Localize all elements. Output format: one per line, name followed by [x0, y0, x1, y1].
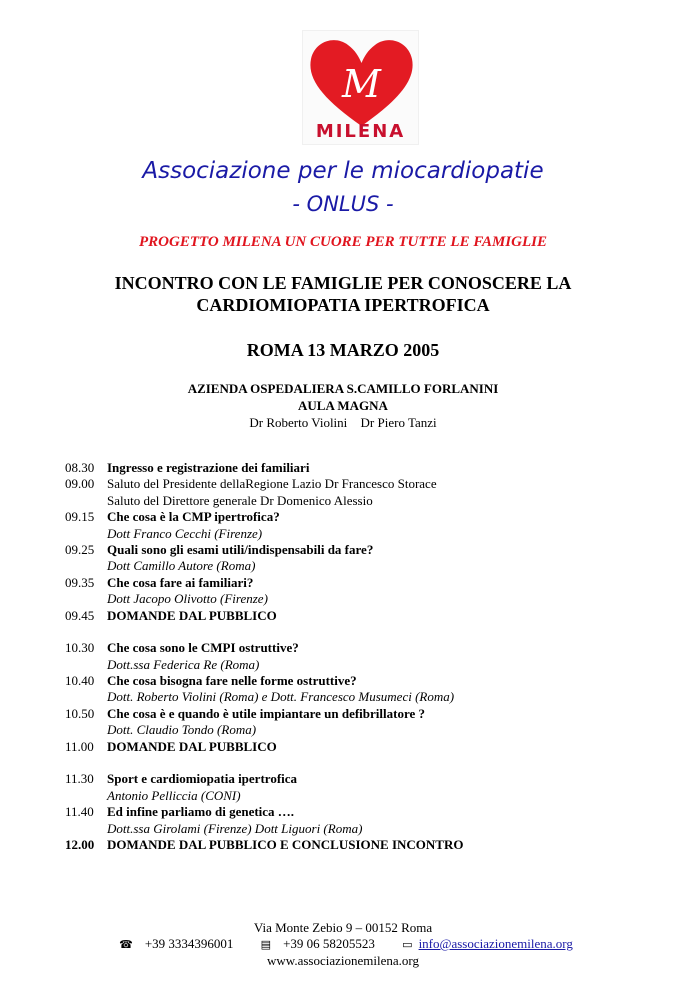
program-item: Che cosa è e quando è utile impiantare un defibrillatore ?: [107, 705, 426, 721]
program-time: 09.35: [65, 574, 95, 590]
program-item: Che cosa bisogna fare nelle forme ostruttive?: [107, 673, 357, 689]
program-speaker: Dott Jacopo Olivotto (Firenze): [107, 591, 268, 607]
program-row: [65, 771, 625, 787]
program-speaker: Dott. Claudio Tondo (Roma): [107, 722, 257, 738]
event-title: [0, 272, 686, 316]
program-item: Che cosa fare ai familiari?: [107, 574, 254, 590]
footer-phone: +39 3334396001: [144, 936, 234, 951]
program-row: [65, 509, 625, 525]
program-row: [65, 608, 625, 624]
footer-email-link[interactable]: info@associazionemilena.org: [418, 936, 573, 951]
program-time: [65, 657, 107, 673]
program-time: 12.00: [65, 836, 95, 852]
program-item: Saluto del Presidente dellaRegione Lazio Dr Francesco Storace: [107, 476, 437, 492]
program-row: [65, 542, 625, 558]
program-speaker: Dott.ssa Girolami (Firenze) Dott Liguori (Roma): [107, 820, 363, 836]
program-time: [65, 558, 107, 574]
program-row: [65, 739, 625, 755]
program-list: [65, 460, 625, 853]
footer-address: Via Monte Zebio 9 – 00152 Roma: [253, 920, 433, 935]
program-time: [65, 788, 107, 804]
program-row: [65, 706, 625, 722]
computer-icon: ▭: [402, 938, 413, 951]
program-speaker: Dott. Roberto Violini (Roma) e Dott. Francesco Musumeci (Roma): [107, 689, 455, 705]
logo-text: MILENA: [315, 121, 406, 142]
milena-logo: [302, 30, 419, 145]
program-item: Ed infine parliamo di genetica ….: [107, 804, 295, 820]
program-item: Che cosa è la CMP ipertrofica?: [107, 509, 280, 525]
program-item: Che cosa sono le CMPI ostruttive?: [107, 640, 299, 656]
program-item: Ingresso e registrazione dei familiari: [107, 460, 310, 475]
venue-block: [0, 380, 686, 431]
program-item: DOMANDE DAL PUBBLICO: [107, 607, 277, 623]
program-row: [65, 673, 625, 689]
program-time: [65, 591, 107, 607]
event-title-line2: CARDIOMIOPATIA IPERTROFICA: [196, 295, 490, 315]
program-time: 11.00: [65, 738, 94, 754]
event-date: ROMA 13 MARZO 2005: [246, 340, 440, 360]
program-time: 10.50: [65, 705, 95, 721]
program-speaker: Dott Camillo Autore (Roma): [107, 558, 256, 574]
doctor-name: Dr Roberto Violini: [249, 415, 348, 430]
program-time: [65, 722, 107, 738]
program-row: [65, 460, 625, 476]
program-item: Quali sono gli esami utili/indispensabili da fare?: [107, 541, 374, 557]
venue-doctors: [0, 414, 686, 431]
program-time: [65, 526, 107, 542]
doctor-name: Dr Piero Tanzi: [360, 415, 437, 430]
program-item: Sport e cardiomiopatia ipertrofica: [107, 771, 298, 787]
program-row: [65, 493, 625, 509]
venue-hospital: AZIENDA OSPEDALIERA S.CAMILLO FORLANINI: [187, 381, 499, 396]
program-time: 09.00: [65, 476, 95, 492]
program-speaker: Dott.ssa Federica Re (Roma): [107, 656, 260, 672]
program-time: 11.30: [65, 771, 94, 787]
program-time: 10.40: [65, 673, 95, 689]
footer-fax: +39 06 58205523: [283, 936, 375, 951]
program-row: [65, 837, 625, 853]
program-row: [65, 476, 625, 492]
program-row: [65, 804, 625, 820]
program-time: 09.25: [65, 541, 95, 557]
program-time: 08.30: [65, 460, 95, 475]
program-row: [65, 640, 625, 656]
program-row: [65, 689, 625, 705]
program-row: [65, 821, 625, 837]
program-item: Saluto del Direttore generale Dr Domenico Alessio: [107, 492, 373, 508]
venue-room: AULA MAGNA: [298, 398, 388, 413]
program-time: 10.30: [65, 640, 95, 656]
program-time: [65, 689, 107, 705]
program-time: [65, 821, 107, 837]
program-row: [65, 788, 625, 804]
onlus-subtitle: - ONLUS -: [292, 192, 394, 216]
event-title-line1: INCONTRO CON LE FAMIGLIE PER CONOSCERE LA: [114, 273, 572, 293]
association-title: Associazione per le miocardiopatie: [142, 158, 544, 184]
program-row: [65, 657, 625, 673]
program-row: [65, 575, 625, 591]
program-item: DOMANDE DAL PUBBLICO: [107, 738, 277, 754]
footer-contacts: [0, 936, 686, 953]
program-row: [65, 722, 625, 738]
footer-website[interactable]: www.associazionemilena.org: [267, 953, 419, 968]
program-time: [65, 493, 107, 509]
program-row: [65, 526, 625, 542]
program-row: [65, 591, 625, 607]
program-time: 09.15: [65, 509, 95, 525]
program-time: 11.40: [65, 804, 94, 820]
program-speaker: Dott Franco Cecchi (Firenze): [107, 525, 263, 541]
logo-letter: M: [342, 62, 381, 106]
footer: [0, 920, 686, 969]
phone-icon: ☎: [119, 938, 133, 951]
program-speaker: Antonio Pelliccia (CONI): [107, 787, 241, 803]
program-item: DOMANDE DAL PUBBLICO E CONCLUSIONE INCONTRO: [107, 836, 464, 852]
program-time: 09.45: [65, 607, 95, 623]
project-title: PROGETTO MILENA UN CUORE PER TUTTE LE FAMIGLIE: [139, 234, 547, 250]
program-row: [65, 558, 625, 574]
fax-icon: ▤: [260, 938, 272, 951]
